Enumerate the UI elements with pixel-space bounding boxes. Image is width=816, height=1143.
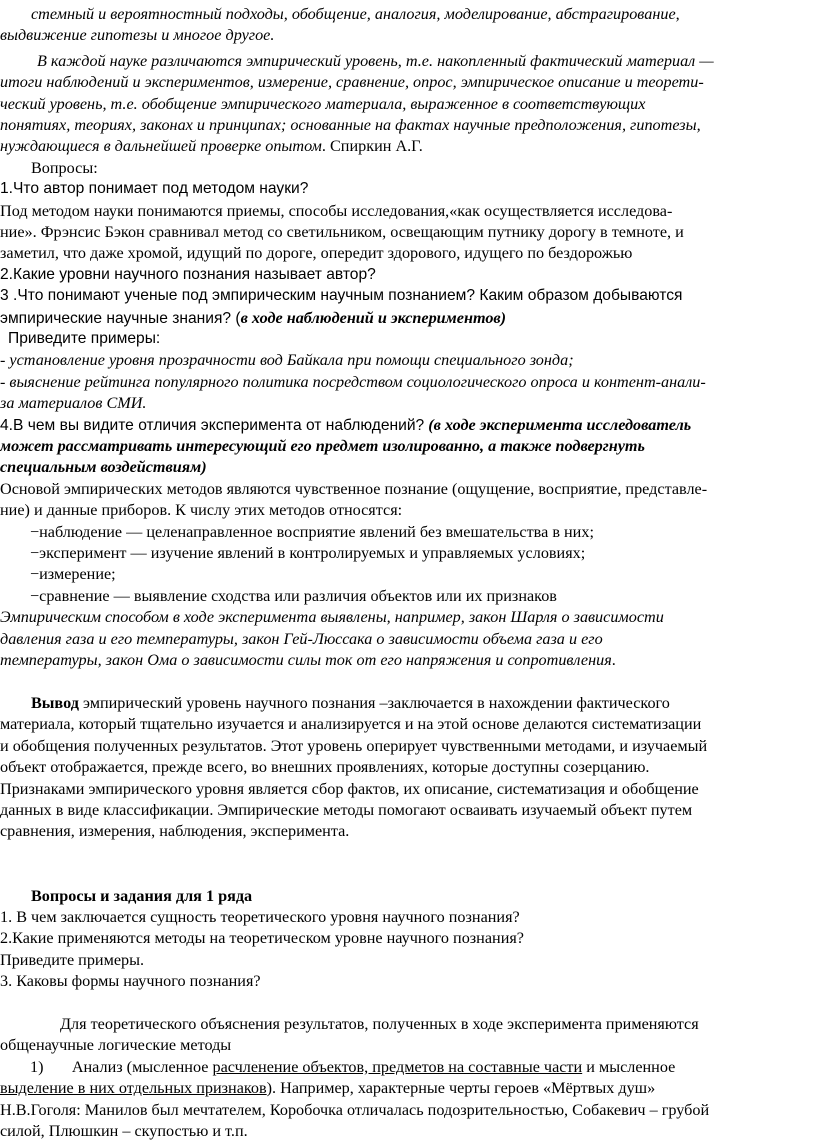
- analysis-line-2: [0, 1077, 655, 1100]
- p2-line-3: ческий уровень, т.е. обобщение эмпирического материала, выраженное в соответствующих: [0, 94, 646, 113]
- task-2: 2.Какие применяются методы на теоретическом уровне научного познания?: [0, 929, 524, 948]
- example-2: - выяснение рейтинга популярного политика посредством социологического опроса и контент-анали-: [0, 372, 706, 391]
- tasks-title: Вопросы и задания для 1 ряда: [31, 886, 253, 905]
- p2-line-5-text: нуждающиеся в дальнейшей проверке опытом: [0, 137, 322, 156]
- analysis-number: 1): [30, 1057, 44, 1076]
- question-1: 1.Что автор понимает под методом науки?: [0, 180, 309, 198]
- examples-label: Приведите примеры:: [8, 329, 161, 347]
- analysis-underlined-1: расчленение объектов, предметов на составные части: [212, 1057, 583, 1076]
- conclusion-text-1: эмпирический уровень научного познания –заключается в нахождении фактического: [78, 693, 670, 712]
- conclusion-label: Вывод: [31, 693, 79, 712]
- question-4-answer-2: может рассматривать интересующий его предмет изолированно, а также подвергнуть: [0, 437, 645, 455]
- question-3-text: эмпирические научные знания? (: [0, 309, 241, 327]
- laws-line-3-text: температуры, закон Ома о зависимости силы ток от его напряжения и сопротивления: [0, 651, 612, 670]
- method-observation: −наблюдение — целенаправленное восприятие явлений без вмешательства в них;: [30, 522, 594, 541]
- laws-line-2: давления газа и его температуры, закон Гей-Люссака о зависимости объема газа и его: [0, 629, 603, 648]
- answer-4-line-2: ние) и данные приборов. К числу этих методов относятся:: [0, 501, 403, 520]
- laws-line-3: температуры, закон Ома о зависимости силы ток от его напряжения и сопротивления.: [0, 651, 616, 670]
- answer-1-line-1: Под методом науки понимаются приемы, способы исследования,«как осуществляется исследова-: [0, 201, 673, 220]
- p2-line-2: итоги наблюдений и экспериментов, измерение, сравнение, опрос, эмпирическое описание и теорети-: [0, 73, 704, 92]
- conclusion-line-4: объект отображается, прежде всего, во внешних проявлениях, которые доступны созерцанию.: [0, 758, 650, 777]
- analysis-line-3: Н.В.Гоголя: Манилов был мечтателем, Коробочка отличалась подозрительностью, Собакевич – грубой: [0, 1100, 710, 1119]
- method-comparison: −сравнение — выявление сходства или различия объектов или их признаков: [30, 586, 557, 605]
- p2-line-1: В каждой науке различаются эмпирический уровень, т.е. накопленный фактический материал —: [37, 51, 714, 70]
- example-2-cont: за материалов СМИ.: [0, 394, 147, 413]
- conclusion-line-2: материала, который тщательно изучается и анализируется и на этой основе делаются систематизации: [0, 715, 702, 734]
- question-2: 2.Какие уровни научного познания называет автор?: [0, 265, 376, 283]
- method-experiment: −эксперимент — изучение явлений в контролируемых и управляемых условиях;: [30, 544, 586, 563]
- conclusion-line-6: данных в виде классификации. Эмпирические методы помогают осваивать изучаемый объект путем: [0, 800, 693, 819]
- conclusion-line-3: и обобщения полученных результатов. Этот уровень оперирует чувственными методами, и изучаемый: [0, 736, 708, 755]
- answer-4-line-1: Основой эмпирических методов являются чувственное познание (ощущение, восприятие, представле-: [0, 479, 708, 498]
- analysis-text-b: и мысленное: [582, 1057, 676, 1076]
- conclusion-line-7: сравнения, измерения, наблюдения, эксперимента.: [0, 822, 350, 841]
- question-3-line-1: 3 .Что понимают ученые под эмпирическим научным познанием? Каким образом добываются: [0, 287, 683, 305]
- p1-line-1: стемный и вероятностный подходы, обобщение, аналогия, моделирование, абстрагирование,: [31, 5, 680, 23]
- task-3: 3. Каковы формы научного познания?: [0, 972, 261, 991]
- analysis-line-1: [30, 1056, 675, 1079]
- p1-line-2: выдвижение гипотезы и многое другое.: [0, 26, 275, 45]
- questions-label: Вопросы:: [31, 158, 98, 177]
- answer-1-line-3: заметил, что даже хромой, идущий по дороге, опередит здорового, идущего по бездорожью: [0, 244, 633, 263]
- laws-line-1: Эмпирическим способом в ходе эксперимента выявлены, например, закон Шарля о зависимости: [0, 608, 664, 627]
- task-1: 1. В чем заключается сущность теоретического уровня научного познания?: [0, 907, 520, 926]
- question-4-answer-1: (в ходе эксперимента исследователь: [428, 415, 692, 434]
- conclusion-line-5: Признаками эмпирического уровня является сбор фактов, их описание, систематизация и обобщение: [0, 779, 699, 798]
- analysis-text-c: ). Например, характерные черты героев «Мёртвых душ»: [266, 1079, 656, 1098]
- question-4-text: 4.В чем вы видите отличия эксперимента от наблюдений?: [0, 416, 425, 434]
- p2-line-5: [0, 135, 423, 158]
- method-measurement: −измерение;: [30, 565, 116, 584]
- answer-1-line-2: ние». Фрэнсис Бэкон сравнивал метод со светильником, освещающим путнику дорогу в темноте, и: [0, 222, 684, 241]
- theory-line-2: общенаучные логические методы: [0, 1036, 232, 1055]
- question-3-line-2: [0, 307, 506, 331]
- conclusion-line-1: [31, 692, 670, 715]
- question-4-line-1: [0, 414, 691, 438]
- p2-author: . Спиркин А.Г.: [321, 137, 423, 156]
- theory-line-1: Для теоретического объяснения результатов, полученных в ходе эксперимента применяются: [60, 1014, 699, 1033]
- question-4-answer-3: специальным воздействиям): [0, 458, 207, 477]
- analysis-underlined-2: выделение в них отдельных признаков: [0, 1079, 267, 1098]
- analysis-text-a: Анализ (мысленное: [71, 1057, 213, 1076]
- analysis-line-4: силой, Плюшкин – скупостью и т.п.: [0, 1122, 248, 1140]
- task-2-cont: Приведите примеры.: [0, 950, 145, 969]
- question-3-answer: в ходе наблюдений и экспериментов): [240, 308, 507, 327]
- example-1: - установление уровня прозрачности вод Байкала при помощи специального зонда;: [0, 351, 574, 370]
- p2-line-4: понятиях, теориях, законах и принципах; основанные на фактах научные предположения, гипотезы,: [0, 115, 701, 134]
